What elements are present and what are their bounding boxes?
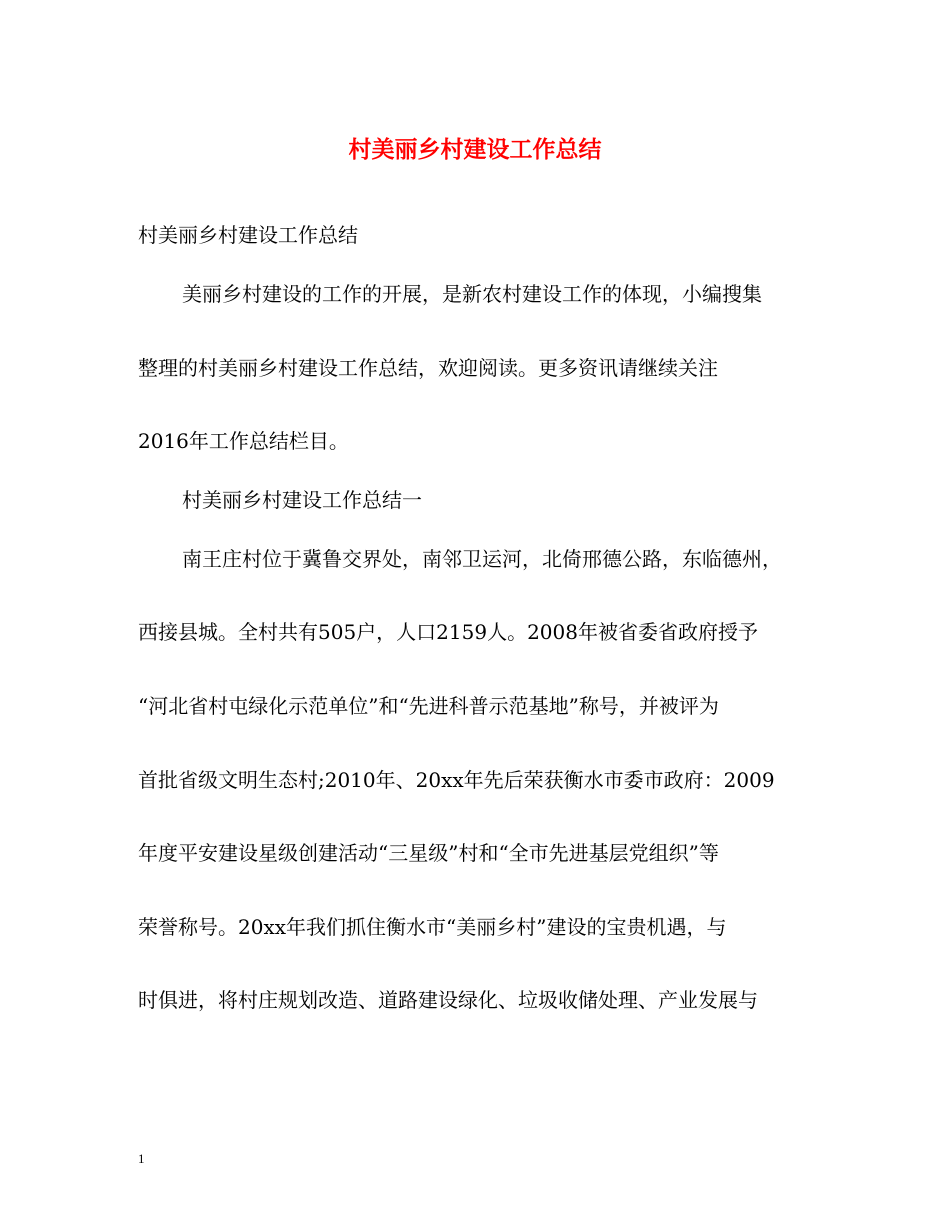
paragraph-line: 2016年工作总结栏目。 (138, 429, 349, 453)
document-title: 村美丽乡村建设工作总结 (348, 136, 602, 163)
paragraph-line: 首批省级文明生态村;2010年、20xx年先后荣获衡水市委市政府：2009 (138, 768, 775, 792)
paragraph-line: 整理的村美丽乡村建设工作总结，欢迎阅读。更多资讯请继续关注 (138, 356, 718, 380)
subtitle-line: 村美丽乡村建设工作总结 (138, 223, 358, 247)
paragraph-line: “河北省村屯绿化示范单位”和“先进科普示范基地”称号，并被评为 (138, 694, 719, 718)
paragraph-line: 荣誉称号。20xx年我们抓住衡水市“美丽乡村”建设的宝贵机遇，与 (138, 915, 727, 939)
paragraph-line: 西接县城。全村共有505户，人口2159人。2008年被省委省政府授予 (138, 620, 758, 644)
paragraph-line: 美丽乡村建设的工作的开展，是新农村建设工作的体现，小编搜集 (182, 282, 762, 306)
paragraph-line: 南王庄村位于冀鲁交界处，南邻卫运河，北倚邢德公路，东临德州， (182, 547, 782, 571)
page-number: 1 (138, 1151, 145, 1166)
paragraph-line: 时俱进，将村庄规划改造、道路建设绿化、垃圾收储处理、产业发展与 (138, 988, 758, 1012)
paragraph-line: 年度平安建设星级创建活动“三星级”村和“全市先进基层党组织”等 (138, 841, 719, 865)
section-heading: 村美丽乡村建设工作总结一 (182, 488, 422, 512)
